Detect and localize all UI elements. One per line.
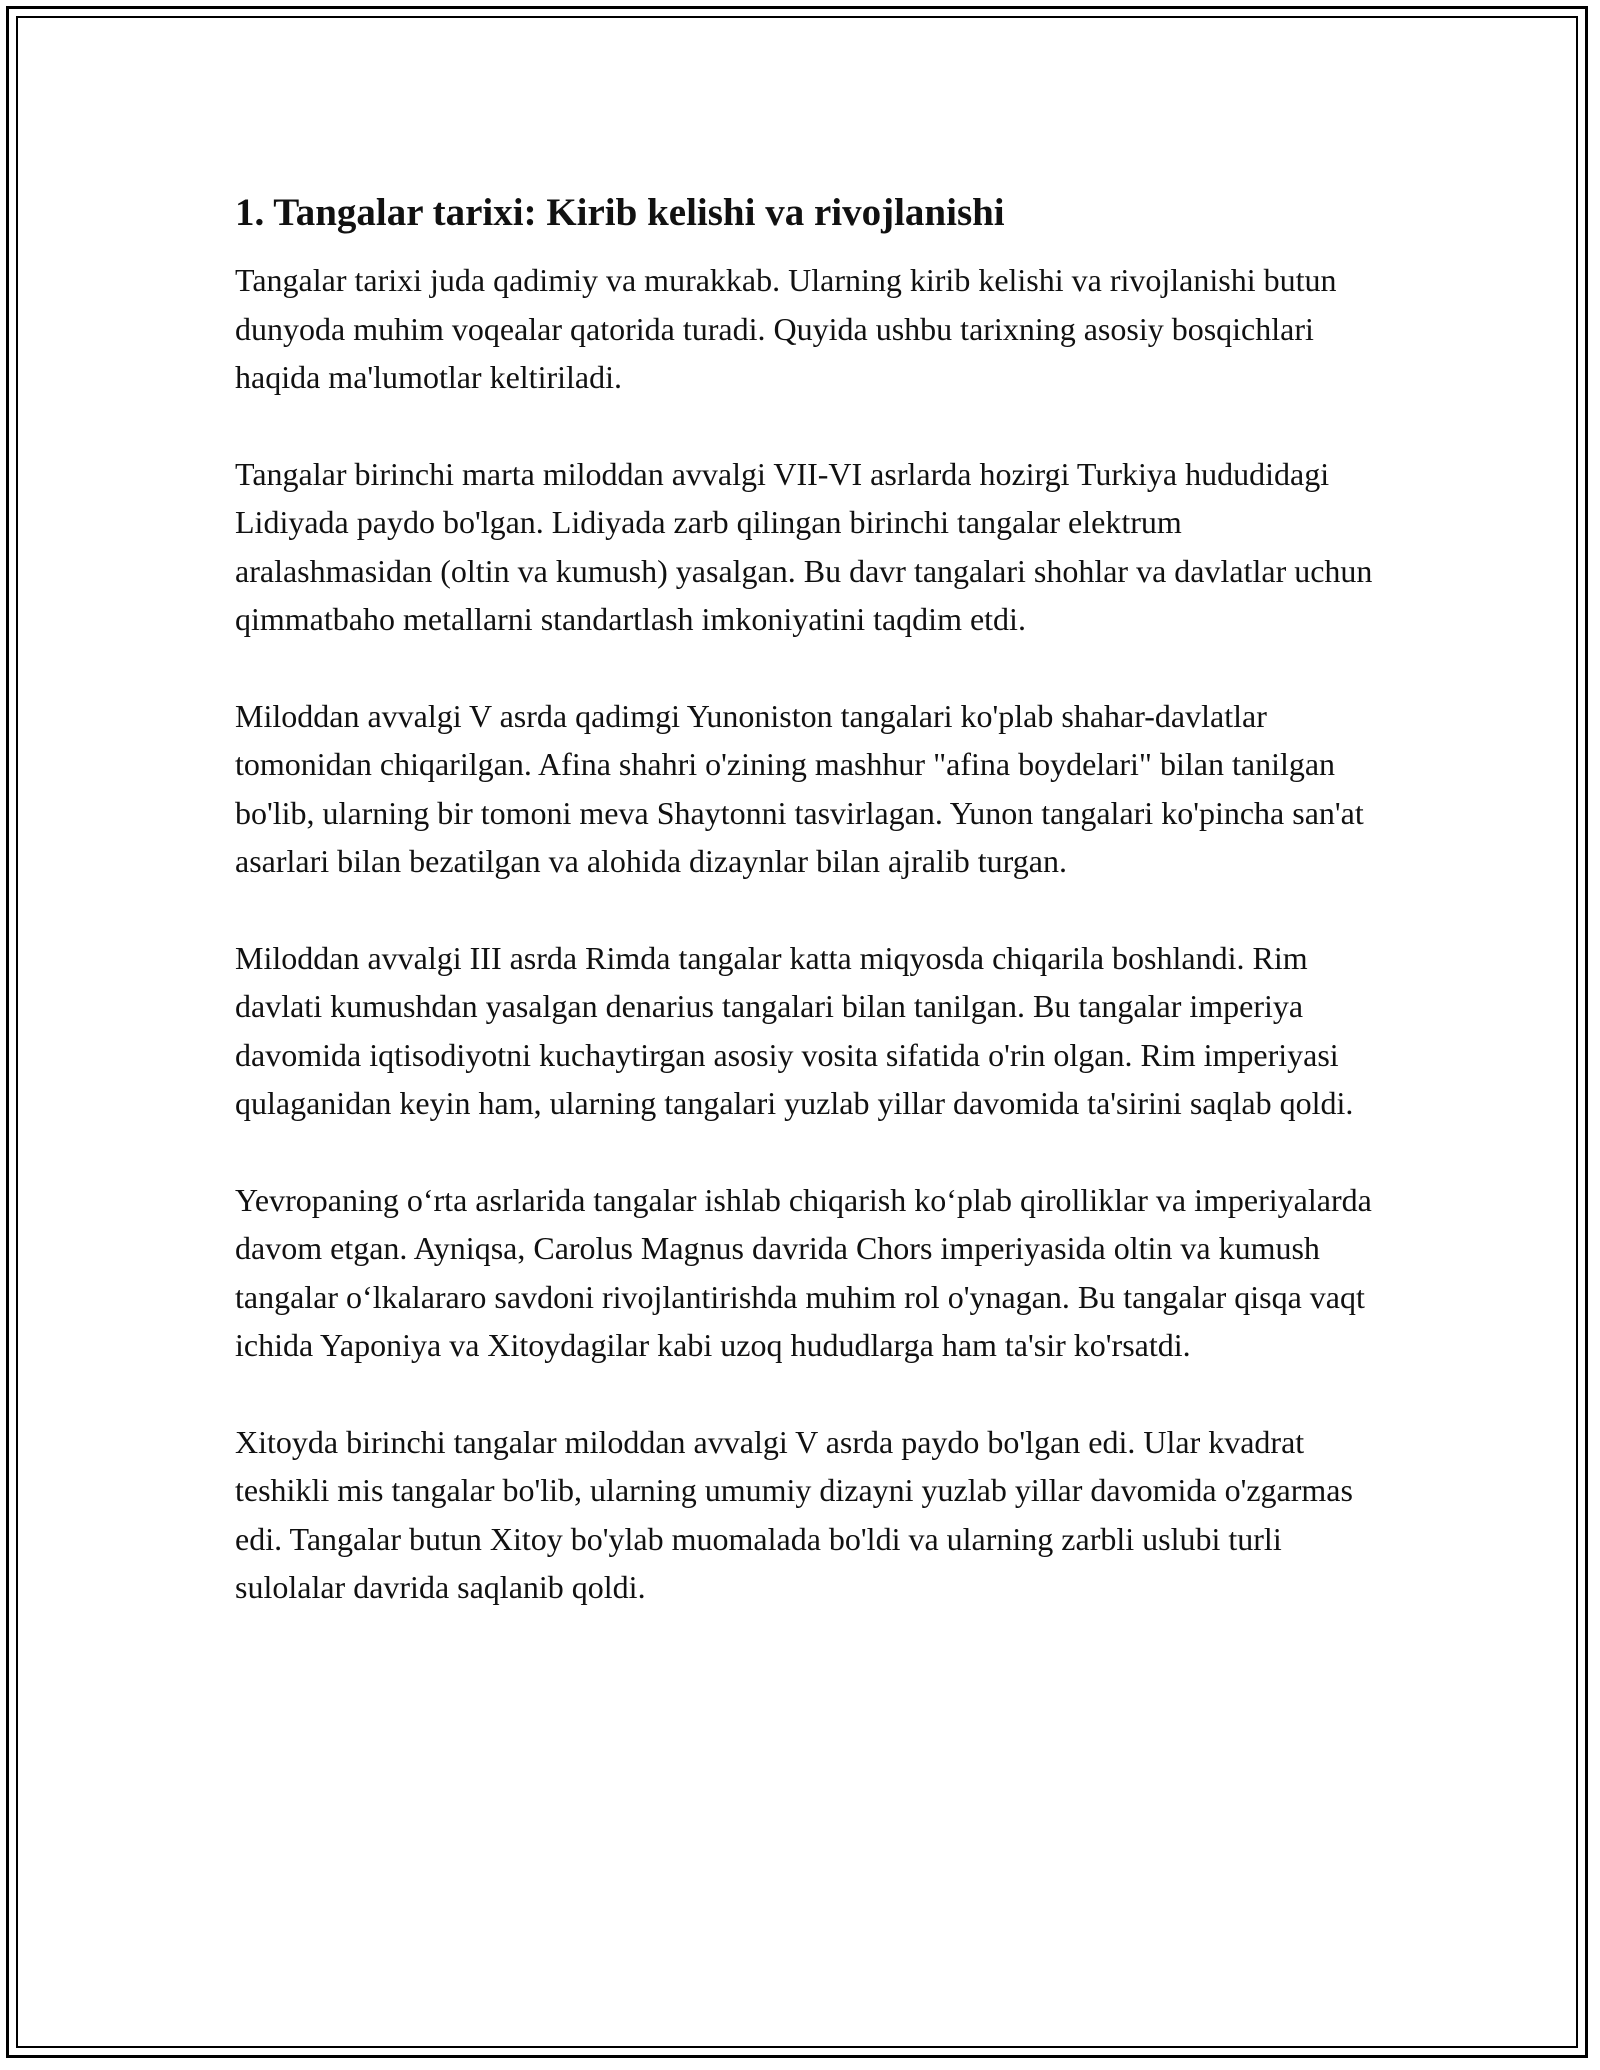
paragraph-lydia: Tangalar birinchi marta miloddan avvalgi VII-VI asrlarda hozirgi Turkiya hududidagi Lidiyada paydo bo'lgan. Lidiyada zarb qilingan birinchi tangalar elektrum aralashmasidan (oltin va kumush) yasalgan. Bu davr tangalari shohlar va davlatlar uchun qimmatbaho metallarni standartlash imkoniyatini taqdim etdi. (235, 455, 1373, 637)
document-title: 1. Tangalar tarixi: Kirib kelishi va rivojlanishi (235, 191, 1005, 234)
paragraph-intro: Tangalar tarixi juda qadimiy va murakkab. Ularning kirib kelishi va rivojlanishi butun dunyoda muhim voqealar qatorida turadi. Quyida ushbu tarixning asosiy bosqichlari haqida ma'lumotlar keltiriladi. (235, 262, 1337, 395)
paragraph-greece: Miloddan avvalgi V asrda qadimgi Yunoniston tangalari ko'plab shahar-davlatlar tomonidan chiqarilgan. Afina shahri o'zining mashhur "afina boydelari" bilan tanilgan bo'lib, ularning bir tomoni meva Shaytonni tasvirlagan. Yunon tangalari ko'pincha san'at asarlari bilan bezatilgan va alohida dizaynlar bilan ajralib turgan. (235, 697, 1364, 879)
document-body (235, 188, 1375, 1660)
paragraph-rome: Miloddan avvalgi III asrda Rimda tangalar katta miqyosda chiqarila boshlandi. Rim davlati kumushdan yasalgan denarius tangalari bilan tanilgan. Bu tangalar imperiya davomida iqtisodiyotni kuchaytirgan asosiy vosita sifatida o'rin olgan. Rim imperiyasi qulaganidan keyin ham, ularning tangalari yuzlab yillar davomida ta'sirini saqlab qoldi. (235, 939, 1354, 1121)
paragraph-medieval-europe: Yevropaning o‘rta asrlarida tangalar ishlab chiqarish ko‘plab qirolliklar va imperiyalarda davom etgan. Ayniqsa, Carolus Magnus davrida Chors imperiyasida oltin va kumush tangalar o‘lkalararo savdoni rivojlantirishda muhim rol o'ynagan. Bu tangalar qisqa vaqt ichida Yaponiya va Xitoydagilar kabi uzoq hududlarga ham ta'sir ko'rsatdi. (235, 1181, 1372, 1363)
paragraph-china: Xitoyda birinchi tangalar miloddan avvalgi V asrda paydo bo'lgan edi. Ular kvadrat teshikli mis tangalar bo'lib, ularning umumiy dizayni yuzlab yillar davomida o'zgarmas edi. Tangalar butun Xitoy bo'ylab muomalada bo'ldi va ularning zarbli uslubi turli sulolalar davrida saqlanib qoldi. (235, 1423, 1353, 1605)
